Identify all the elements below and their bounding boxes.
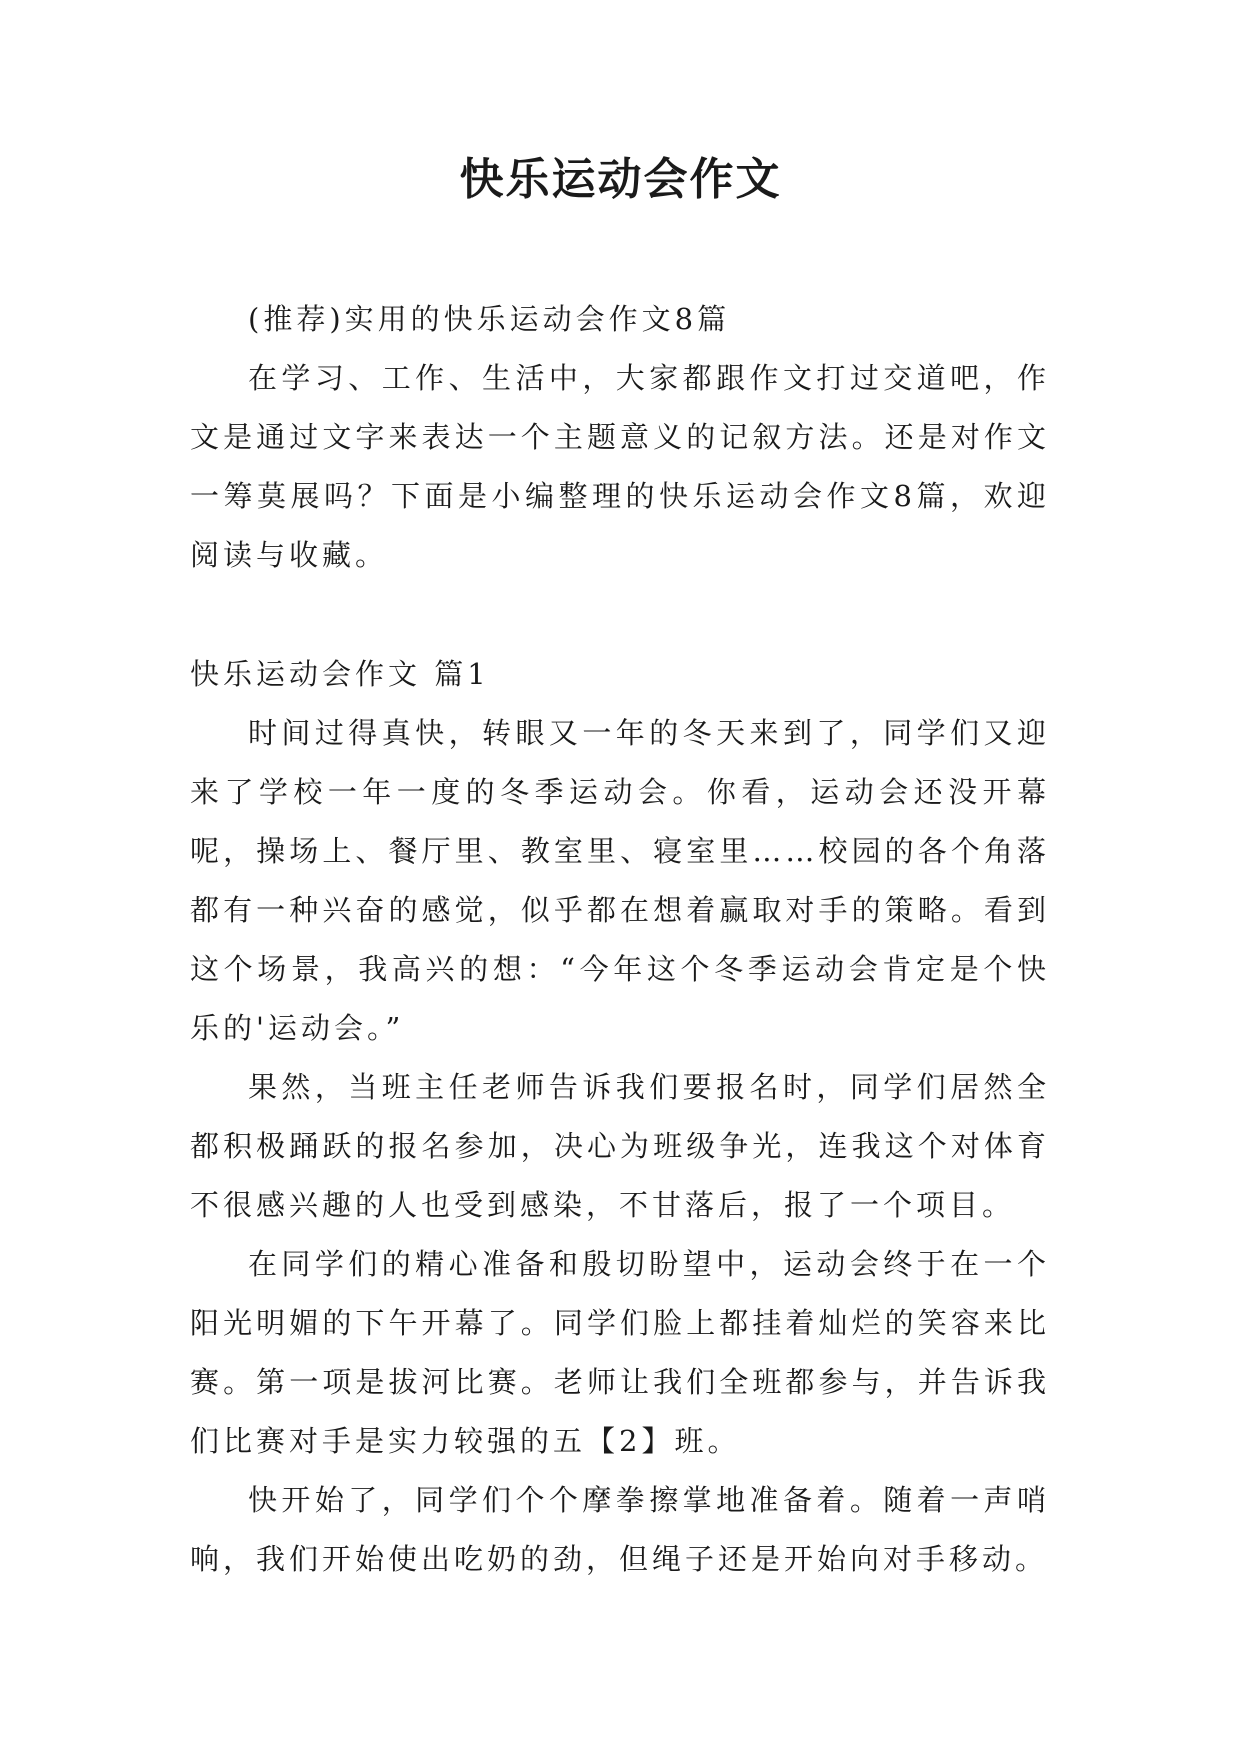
- body-paragraph: 快开始了，同学们个个摩拳擦掌地准备着。随着一声哨响，我们开始使出吃奶的劲，但绳子还是开始向对手移动。: [190, 1483, 1050, 1576]
- intro-paragraph: 在学习、工作、生活中，大家都跟作文打过交道吧，作文是通过文字来表达一个主题意义的记叙方法。还是对作文一筹莫展吗？下面是小编整理的快乐运动会作文8篇，欢迎阅读与收藏。: [190, 361, 1050, 572]
- intro-subtitle: (推荐)实用的快乐运动会作文8篇: [248, 302, 731, 336]
- section-spacer: [190, 585, 1050, 645]
- body-paragraph: 时间过得真快，转眼又一年的冬天来到了，同学们又迎来了学校一年一度的冬季运动会。你看，运动会还没开幕呢，操场上、餐厅里、教室里、寝室里……校园的各个角落都有一种兴奋的感觉，似乎都在想着赢取对手的策略。看到这个场景，我高兴的想：“今年这个冬季运动会肯定是个快乐的'运动会。”: [190, 716, 1050, 1045]
- document-title: 快乐运动会作文: [459, 154, 782, 205]
- body-paragraph: 果然，当班主任老师告诉我们要报名时，同学们居然全都积极踊跃的报名参加，决心为班级争光，连我这个对体育不很感兴趣的人也受到感染，不甘落后，报了一个项目。: [190, 1070, 1050, 1222]
- section-heading: 快乐运动会作文 篇1: [190, 657, 490, 691]
- body-paragraph: 在同学们的精心准备和殷切盼望中，运动会终于在一个阳光明媚的下午开幕了。同学们脸上都挂着灿烂的笑容来比赛。第一项是拔河比赛。老师让我们全班都参与，并告诉我们比赛对手是实力较强的五【2】班。: [190, 1247, 1050, 1458]
- document-body: [190, 290, 1050, 1589]
